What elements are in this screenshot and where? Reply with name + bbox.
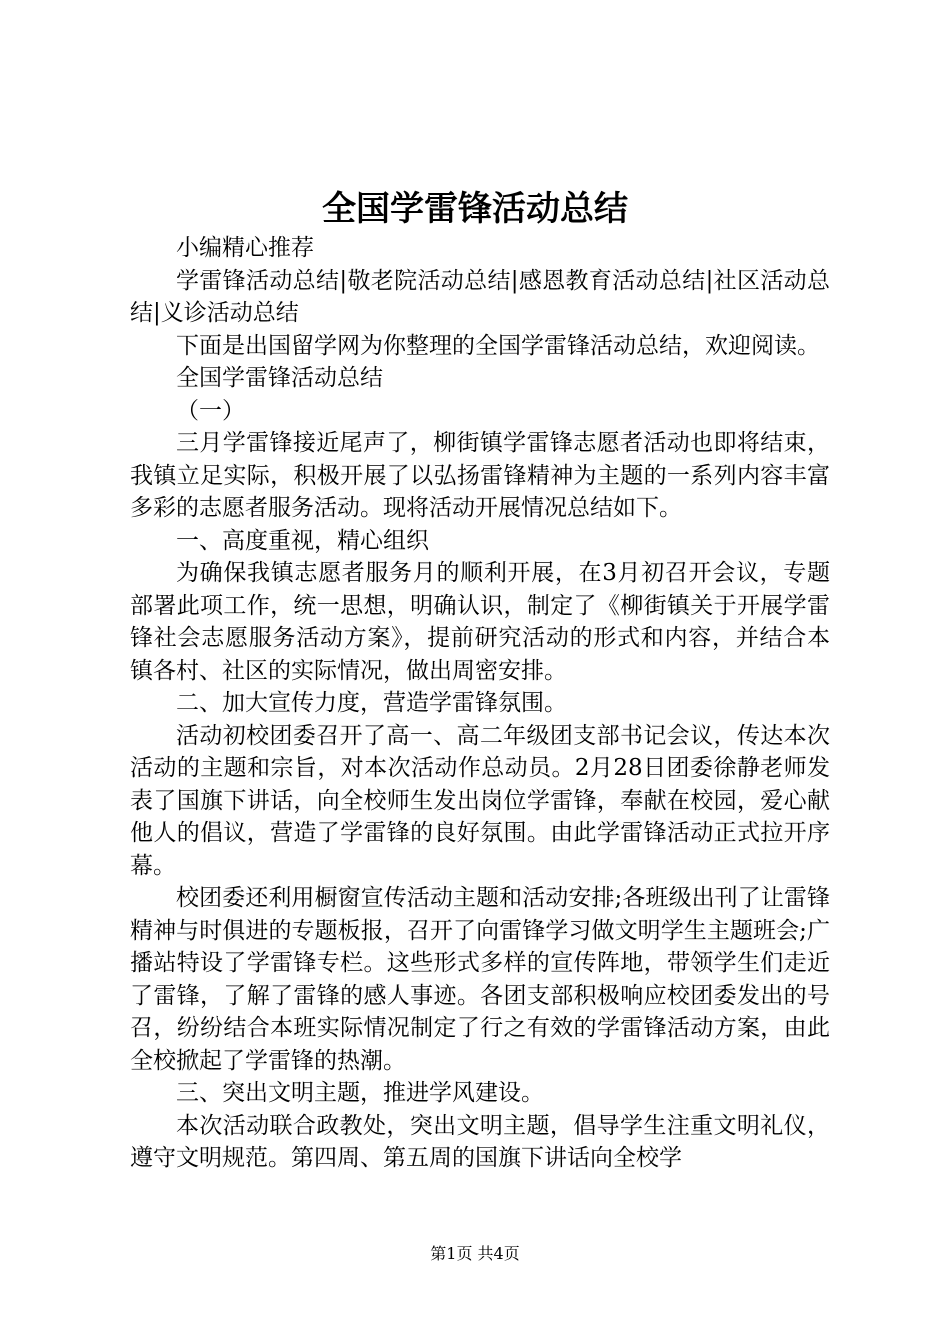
paragraph-body: 校团委还利用橱窗宣传活动主题和活动安排;各班级出刊了让雷锋精神与时俱进的专题板报，召开了向雷锋学习做文明学生主题班会;广播站特设了学雷锋专栏。这些形式多样的宣传阵地，带领学生们走近了雷锋，了解了雷锋的感人事迹。各团支部积极响应校团委发出的号召，纷纷结合本班实际情况制定了行之有效的学雷锋活动方案，由此全校掀起了学雷锋的热潮。 (130, 885, 830, 1074)
paragraph-heading-2: 二、加大宣传力度，营造学雷锋氛围。 (176, 690, 567, 716)
page-number-footer: 第1页 共4页 (430, 1244, 520, 1263)
paragraph-body: 三月学雷锋接近尾声了，柳街镇学雷锋志愿者活动也即将结束，我镇立足实际，积极开展了以弘扬雷锋精神为主题的一系列内容丰富多彩的志愿者服务活动。现将活动开展情况总结如下。 (130, 430, 830, 521)
paragraph-subtitle: 全国学雷锋活动总结 (176, 365, 383, 391)
paragraph-body: 本次活动联合政教处，突出文明主题，倡导学生注重文明礼仪，遵守文明规范。第四周、第五周的国旗下讲话向全校学 (130, 1112, 830, 1171)
paragraph-body: 活动初校团委召开了高一、高二年级团支部书记会议，传达本次活动的主题和宗旨，对本次活动作总动员。2月28日团委徐静老师发表了国旗下讲话，向全校师生发出岗位学雷锋，奉献在校园，爱心献他人的倡议，营造了学雷锋的良好氛围。由此学雷锋活动正式拉开序幕。 (130, 722, 830, 879)
document-body (130, 232, 830, 1175)
document-title: 全国学雷锋活动总结 (322, 189, 628, 229)
paragraph-intro: 下面是出国留学网为你整理的全国学雷锋活动总结，欢迎阅读。 (176, 332, 820, 359)
paragraph-heading-1: 一、高度重视，精心组织 (176, 527, 429, 554)
paragraph-section-number: （一） (176, 397, 245, 424)
paragraph-heading-3: 三、突出文明主题，推进学风建设。 (176, 1080, 544, 1106)
paragraph-body: 为确保我镇志愿者服务月的顺利开展，在3月初召开会议，专题部署此项工作，统一思想，明确认识，制定了《柳街镇关于开展学雷锋社会志愿服务活动方案》，提前研究活动的形式和内容，并结合本镇各村、社区的实际情况，做出周密安排。 (130, 560, 830, 684)
paragraph-editor-recommend: 小编精心推荐 (176, 235, 314, 261)
paragraph-related-links: 学雷锋活动总结|敬老院活动总结|感恩教育活动总结|社区活动总结|义诊活动总结 (130, 267, 830, 326)
